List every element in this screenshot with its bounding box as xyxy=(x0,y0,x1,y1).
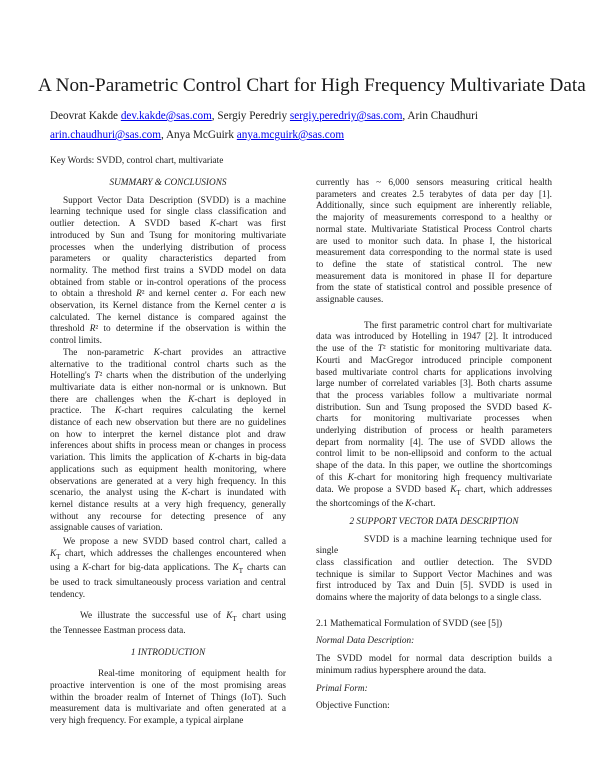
text-line: Support Vector Data Description (SVDD) is a machine xyxy=(63,195,286,206)
author-name: Sergiy Peredriy xyxy=(217,110,288,122)
author-email-link[interactable]: arin.chaudhuri@sas.com xyxy=(50,129,161,141)
text-line: very high frequency. For example, a typical airplane xyxy=(50,716,244,727)
text-line: domains where the majority of data belongs to a single class. xyxy=(316,593,542,604)
author-email-link[interactable]: dev.kakde@sas.com xyxy=(120,110,212,122)
text-line: observation, its Kernel distance from the Kernel center a is xyxy=(50,301,286,312)
text-line: proactive intervention is one of the most promising areas xyxy=(50,680,286,691)
text-line: data was introduced by Hotelling in 1947 [2]. It introduced xyxy=(316,332,552,343)
text-line: data. We propose a SVDD based $K_T$ chart, which addresses xyxy=(316,484,552,497)
text-line: Hotelling's T² charts when the distribution of the underlying xyxy=(50,371,286,382)
text-line: be used to track simultaneously process variation and central xyxy=(50,577,286,588)
text-line: parameters or quality characteristics departed from xyxy=(50,254,286,265)
paragraph-summary-3 xyxy=(50,537,286,601)
author-name: Anya McGuirk xyxy=(165,129,234,141)
section-heading-summary: SUMMARY & CONCLUSIONS xyxy=(109,178,227,188)
text-line: control limits. xyxy=(50,336,102,347)
keywords: Key Words: SVDD, control chart, multivariate xyxy=(50,156,224,166)
text-line: distribution. Sun and Tsung proposed the SVDD based K- xyxy=(316,402,552,413)
right-column xyxy=(316,178,552,713)
text-line: technique is similar to Support Vector Machines and was xyxy=(316,569,552,580)
text-line: tendency. xyxy=(50,589,86,600)
author-email-link[interactable]: sergiy.peredriy@sas.com xyxy=(289,110,403,122)
text-line: without any recourse for detecting presence of any xyxy=(50,511,286,522)
text-line: charts for monitoring multivariate processes when xyxy=(316,414,552,425)
text-line: measurement data corresponding to the normal state is used xyxy=(316,248,552,259)
text-line: outlier detection. A SVDD based K-chart was first xyxy=(50,219,287,230)
text-line: variation. This limits the application of K-charts in big-data xyxy=(50,453,286,464)
text-line: scenario, the analyst using the K-chart is inundated with xyxy=(50,488,286,499)
text-line: observations are generated at a very high frequency. In this xyxy=(50,476,286,487)
paragraph-summary-4 xyxy=(50,611,286,637)
section-heading-introduction: 1 INTRODUCTION xyxy=(130,647,206,658)
left-column xyxy=(50,178,286,728)
text-line: The first parametric control chart for multivariate xyxy=(364,320,552,331)
text-line: of this K-chart for monitoring high frequency multivariate xyxy=(316,472,553,483)
text-line: normal state. Multivariate Statistical Process Control charts xyxy=(316,224,552,235)
text-line: Real-time monitoring of equipment health for xyxy=(98,669,286,680)
text-line: measurement data is monitored in phase II for departure xyxy=(316,271,552,282)
normal-data-heading: Normal Data Description: xyxy=(316,636,415,647)
text-line: calculated. The kernel distance is compared against the xyxy=(50,312,286,323)
text-line: there are challenges when the K-chart is deployed in xyxy=(50,394,286,405)
paragraph-introduction-cont xyxy=(316,178,552,307)
paragraph-introduction xyxy=(50,669,286,728)
text-line: Kourti and MacGregor introduced principle component xyxy=(316,355,552,366)
text-line: parameters and creates 2.5 terabytes of data per day [1]. xyxy=(316,189,552,200)
text-line: inferences about shifts in process mean or changes in process xyxy=(50,441,286,452)
paragraph-introduction-2 xyxy=(316,321,552,511)
text-line: underlying distribution of process or health parameters xyxy=(316,426,552,437)
text-line: to obtain a threshold R² and kernel center a. For each new xyxy=(50,289,286,300)
text-line: from the state of statistical control and possible presence of xyxy=(316,283,552,294)
text-line: within the broader realm of Internet of Things (IoT). Such xyxy=(50,692,286,703)
text-line: on how to interpret the kernel distance plot and draw xyxy=(50,429,286,440)
subsection-heading: 2.1 Mathematical Formulation of SVDD (see [5]) xyxy=(316,618,503,629)
section-heading-svdd: 2 SUPPORT VECTOR DATA DESCRIPTION xyxy=(349,516,519,527)
text-line: the shortcomings of the K-chart. xyxy=(316,499,436,510)
text-line: obtained from stable or in-control operations of the process xyxy=(50,277,286,288)
author-name: Arin Chaudhuri xyxy=(407,110,478,122)
text-line: the Tennessee Eastman process data. xyxy=(50,625,186,636)
text-line: practice. The K-chart requires calculating the kernel xyxy=(50,406,286,417)
text-line: $K_T$ chart, which addresses the challenges encountered when xyxy=(50,548,286,561)
text-line: assignable causes. xyxy=(316,295,384,306)
text-line: to define the state of statistical control. The new xyxy=(316,259,552,270)
text-line: minimum radius hypersphere around the data. xyxy=(316,665,487,676)
text-line: We illustrate the successful use of $K_T$ chart using xyxy=(80,611,286,624)
text-line: processes when the underlying distribution of process xyxy=(50,242,286,253)
objective-function-label: Objective Function: xyxy=(316,701,390,712)
text-line: distance of each new observation but there are no guidelines xyxy=(50,418,286,429)
text-line: depart from normality [4]. The use of SVDD allows the xyxy=(316,437,552,448)
author-email-link[interactable]: anya.mcguirk@sas.com xyxy=(236,129,345,141)
text-line: large number of correlated variables [3]. Both charts assume xyxy=(316,379,552,390)
text-line: We propose a new SVDD based control chart, called a xyxy=(63,537,286,548)
text-line: kernel distance results at a very high frequency, generally xyxy=(50,499,286,510)
text-line: first introduced by Tax and Duin [5]. SVDD is used in xyxy=(316,581,552,592)
text-line: that the process variables follow a multivariate normal xyxy=(316,390,552,401)
text-line: currently has ~ 6,000 sensors measuring critical health xyxy=(316,178,552,188)
text-line: threshold R² to determine if the observation is within the xyxy=(50,324,286,335)
text-line: Additionally, since such equipment are inherently reliable, xyxy=(316,201,552,212)
text-line: shape of the data. In this paper, we outline the shortcomings xyxy=(316,461,552,472)
text-line: using a K-chart for big-data applications. The $K_T$ charts can xyxy=(50,563,286,576)
primal-form-heading: Primal Form: xyxy=(316,683,368,694)
text-line: are used to monitor such data. In phase I, the historical xyxy=(316,236,552,247)
paper-title: A Non-Parametric Control Chart for High Frequency Multivariate Data xyxy=(38,75,586,96)
text-line: class classification and outlier detection. The SVDD xyxy=(316,557,552,568)
text-line: alternative to the traditional control charts such as the xyxy=(50,359,286,370)
author-block: Deovrat Kakde dev.kakde@sas.com, Sergiy Peredriy sergiy.peredriy@sas.com, Arin Chaudhuri arin.chaudhuri@sas.com, Anya McGuirk anya.mcguirk@sas.com xyxy=(50,110,478,141)
text-line: the majority of measurements correspond to a healthy or xyxy=(316,213,552,224)
paragraph-normal-data xyxy=(316,654,552,677)
paragraph-svdd xyxy=(316,535,552,605)
text-line: applications such as equipment health monitoring, where xyxy=(50,464,286,475)
paragraph-summary-2 xyxy=(50,348,286,535)
paragraph-summary-1 xyxy=(50,196,286,348)
text-line: the use of the T² statistic for monitoring multivariate data. xyxy=(316,344,552,355)
text-line: based multivariate control charts for applications involving xyxy=(316,367,552,378)
text-line: The non-parametric K-chart provides an attractive xyxy=(63,347,286,358)
text-line: control limit to be non-ellipsoid and conform to the actual xyxy=(316,449,552,460)
author-name: Deovrat Kakde xyxy=(50,110,119,122)
text-line: normality. The method first trains a SVDD model on data xyxy=(50,265,286,276)
text-line: assignable causes of variation. xyxy=(50,523,163,534)
text-line: measurement data is multivariate and often generated at a xyxy=(50,704,286,715)
text-line: The SVDD model for normal data description builds a xyxy=(316,654,552,665)
text-line: SVDD is a machine learning technique used for single xyxy=(316,534,552,557)
text-line: introduced by Sun and Tsung for monitoring multivariate xyxy=(50,230,286,241)
text-line: learning technique used for single class classification and xyxy=(50,207,286,218)
text-line: multivariate data is either non-normal or is unknown. But xyxy=(50,382,286,393)
